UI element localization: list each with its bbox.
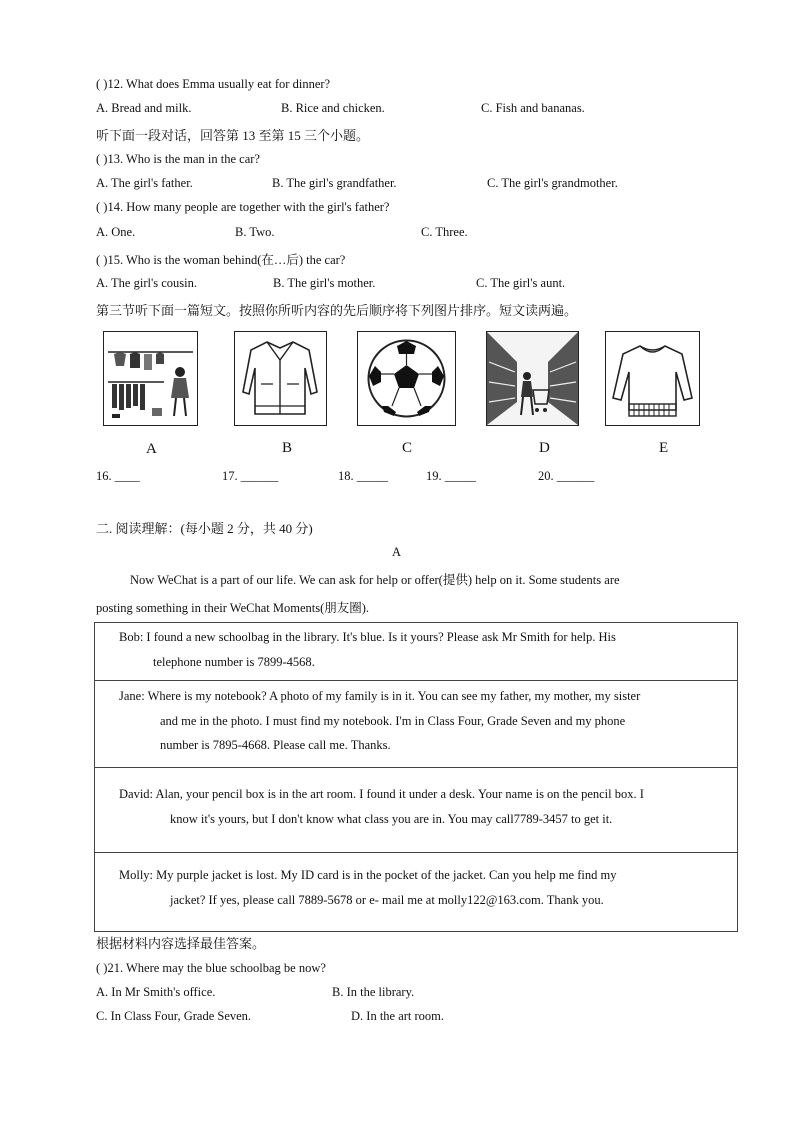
question-15: [96, 250, 345, 268]
soccer-ball-icon: [358, 332, 455, 425]
question-stem: 12. What does Emma usually eat for dinner?: [107, 77, 331, 91]
question-stem: 14. How many people are together with the girl's father?: [107, 200, 390, 214]
option-12c[interactable]: C. Fish and bananas.: [481, 101, 585, 115]
intro-line-1: Now WeChat is a part of our life. We can ask for help or offer(提供) help on it. Some students are: [130, 573, 620, 587]
option-21a[interactable]: A. In Mr Smith's office.: [96, 985, 216, 999]
answer-blank-16[interactable]: 16. ____: [96, 469, 140, 483]
moment-line: telephone number is 7899-4568.: [153, 654, 315, 669]
moment-line: jacket? If yes, please call 7889-5678 or e- mail me at molly122@163.com. Thank you.: [170, 892, 604, 907]
dialog-instruction: 听下面一段对话，回答第 13 至第 15 三个小题。: [96, 128, 370, 143]
passage-label: A: [392, 545, 402, 559]
wechat-moments-table: [94, 622, 738, 932]
option-15a[interactable]: A. The girl's cousin.: [96, 276, 197, 290]
option-21c[interactable]: C. In Class Four, Grade Seven.: [96, 1009, 252, 1023]
moment-line: Bob: I found a new schoolbag in the library. It's blue. Is it yours? Please ask Mr Smith for help. His: [119, 630, 616, 644]
moment-line: Molly: My purple jacket is lost. My ID card is in the pocket of the jacket. Can you help me find my: [119, 868, 617, 882]
picture-label-e: E: [659, 440, 669, 456]
question-stem: 15. Who is the woman behind(在…后) the car?: [107, 253, 346, 267]
answer-blank-18[interactable]: 18. _____: [338, 469, 388, 483]
intro-line-2: posting something in their WeChat Moments(朋友圈).: [96, 601, 370, 615]
question-21: [96, 961, 326, 976]
question-stem: 13. Who is the man in the car?: [107, 152, 260, 166]
question-14: [96, 200, 389, 215]
option-15c[interactable]: C. The girl's aunt.: [476, 276, 566, 290]
question-13: [96, 152, 260, 167]
section3-instruction: 第三节听下面一篇短文。按照你所听内容的先后顺序将下列图片排序。短文读两遍。: [96, 303, 578, 318]
picture-e: [605, 331, 700, 426]
option-14b[interactable]: B. Two.: [235, 225, 275, 239]
reading-heading: 二. 阅读理解：(每小题 2 分，共 40 分): [96, 521, 313, 536]
clothes-store-icon: [104, 332, 197, 425]
picture-c: [357, 331, 456, 426]
answer-blank-20[interactable]: 20. ______: [538, 469, 595, 483]
answer-paren[interactable]: ( ): [96, 253, 108, 267]
option-15b[interactable]: B. The girl's mother.: [273, 276, 376, 290]
supermarket-icon: [487, 332, 578, 425]
moment-line: Jane: Where is my notebook? A photo of my family is in it. You can see my father, my mother, my sister: [119, 689, 641, 703]
option-14a[interactable]: A. One.: [96, 225, 136, 239]
question-stem: 21. Where may the blue schoolbag be now?: [107, 961, 326, 975]
option-13c[interactable]: C. The girl's grandmother.: [487, 176, 618, 190]
moment-bob: [95, 623, 738, 681]
answer-paren[interactable]: ( ): [96, 77, 108, 91]
picture-label-a: A: [146, 441, 157, 457]
jacket-icon: [235, 332, 326, 425]
answer-blank-19[interactable]: 19. _____: [426, 469, 476, 483]
picture-a: [103, 331, 198, 426]
moment-line: number is 7895-4668. Please call me. Thanks.: [160, 738, 391, 752]
picture-label-c: C: [402, 440, 413, 456]
answer-paren[interactable]: ( ): [96, 961, 108, 975]
option-21d[interactable]: D. In the art room.: [351, 1009, 445, 1023]
moment-line: know it's yours, but I don't know what class you are in. You may call7789-3457 to get it.: [170, 811, 613, 826]
answer-paren[interactable]: ( ): [96, 200, 108, 214]
picture-d: [486, 331, 579, 426]
choose-instruction: 根据材料内容选择最佳答案。: [96, 936, 266, 951]
option-21b[interactable]: B. In the library.: [332, 985, 415, 999]
question-12: [96, 77, 330, 92]
answer-paren[interactable]: ( ): [96, 152, 108, 166]
moment-line: David: Alan, your pencil box is in the art room. I found it under a desk. Your name is on the pencil box. I: [119, 787, 644, 801]
picture-label-d: D: [539, 440, 550, 456]
moment-jane: [95, 681, 738, 768]
option-13a[interactable]: A. The girl's father.: [96, 176, 193, 190]
option-14c[interactable]: C. Three.: [421, 225, 468, 239]
moment-line: and me in the photo. I must find my notebook. I'm in Class Four, Grade Seven and my phone: [160, 713, 626, 728]
option-13b[interactable]: B. The girl's grandfather.: [272, 176, 397, 190]
sweater-icon: [606, 332, 699, 425]
moment-molly: [95, 853, 738, 932]
moment-david: [95, 768, 738, 853]
picture-b: [234, 331, 327, 426]
answer-blank-17[interactable]: 17. ______: [222, 469, 279, 483]
option-12b[interactable]: B. Rice and chicken.: [281, 101, 385, 115]
picture-label-b: B: [282, 440, 293, 456]
option-12a[interactable]: A. Bread and milk.: [96, 101, 192, 115]
